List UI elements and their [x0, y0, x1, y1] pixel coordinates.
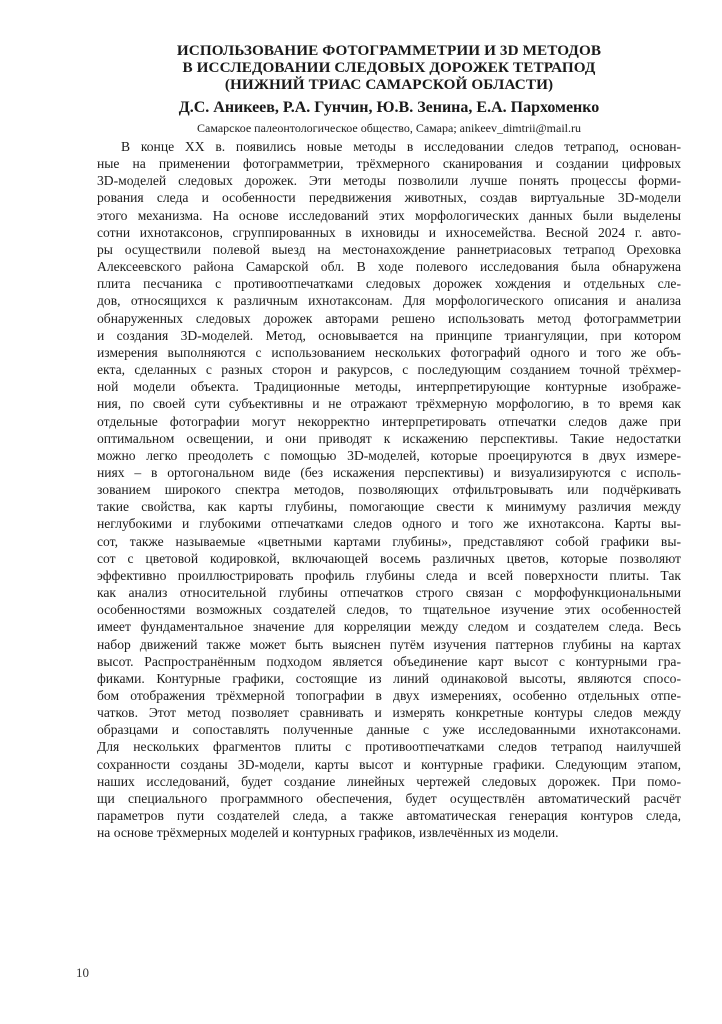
body-line: дов, относящихся к различным ихнотаксонам. Для морфологического описания и анализа: [97, 293, 681, 309]
body-line: чатков. Этот метод позволяет сравнивать и измерять конкретные контуры следов между: [97, 705, 681, 721]
body-line: имеет фундаментальное значение для корреляции между следом и создателем следа. Весь: [97, 619, 681, 635]
body-line: измерения выполняются с использованием нескольких фотографий одного и того же объ-: [97, 344, 681, 360]
body-line: особенностями возможных создателей следов, то тщательное изучение этих особенностей: [97, 602, 681, 618]
body-line: Алексеевского района Самарской обл. В ходе полевого исследования была обнаружена: [97, 259, 681, 275]
body-line: В конце XX в. появились новые методы в исследовании следов тетрапод, основан-: [121, 139, 681, 154]
authors: Д.С. Аникеев, Р.А. Гунчин, Ю.В. Зенина, Е.А. Пархоменко: [178, 99, 600, 116]
body-line: зованием широкого спектра методов, позволяющих отфильтровывать или подчёркивать: [97, 482, 681, 498]
body-line: сот с цветовой кодировкой, включающей восемь различных цветов, которые позволяют: [97, 550, 681, 566]
body-line: 3D-моделей следовых дорожек. Эти методы позволили лучше понять процессы форми-: [97, 173, 681, 189]
body-line: Для нескольких фрагментов плиты с противоотпечатками следов тетрапод наилучшей: [97, 739, 681, 755]
body-line: и создания 3D-моделей. Метод, основывается на принципе триангуляции, при котором: [97, 327, 681, 343]
title-line-1: ИСПОЛЬЗОВАНИЕ ФОТОГРАММЕТРИИ И 3D МЕТОДОВ: [176, 42, 602, 59]
body-line: ры осуществили полевой выезд на местонахождение раннетриасовых тетрапод Ореховка: [97, 241, 681, 257]
page-number: 10: [76, 965, 89, 980]
page-content: [97, 42, 681, 841]
body-line: ные на применении фотограмметрии, трёхмерного сканирования и создании цифровых: [97, 156, 681, 172]
body-line: образцами и сопоставлять полученные данные с уже исследованными ихнотаксонами.: [97, 722, 681, 738]
body-line: сотни ихнотаксонов, сгруппированных в ихновиды и ихносемейства. Весной 2024 г. авто-: [97, 224, 681, 240]
body-line: такие свойства, как карты глубины, помогающие свести к минимуму различия между: [97, 499, 681, 515]
body-line: ниях – в ортогональном виде (без искажения перспективы) и визуализируются с исполь-: [97, 464, 681, 480]
body-paragraph: [97, 138, 681, 841]
body-line: на основе трёхмерных моделей и контурных графиков, извлечённых из модели.: [97, 825, 559, 841]
body-line: щи специального программного обеспечения, будет осуществлён автоматический расчёт: [97, 790, 681, 806]
body-line: ния, по своей сути субъективны и не отражают трёхмерную морфологию, в то время как: [97, 396, 681, 412]
body-line: этого механизма. На основе исследований этих морфологических данных были выделены: [97, 207, 681, 223]
body-line: фиками. Контурные графики, состоящие из линий одинаковой высоты, являются спосо-: [97, 670, 681, 686]
body-line: екта, сделанных с разных сторон и ракурсов, с последующим созданием точной трёхмер-: [97, 362, 681, 378]
body-line: набор движений также может быть выяснен путём изучения паттернов глубины на картах: [97, 636, 681, 652]
body-line: сохранности созданы 3D-модели, карты высот и контурные графики. Следующим этапом,: [97, 756, 681, 772]
body-line: высот. Распространённым подходом является объединение карт высот с контурными гра-: [97, 653, 681, 669]
body-line: параметров пути создателей следа, а также автоматическая генерация контуров следа,: [97, 808, 681, 824]
body-line: бом отображения трёхмерной топографии в двух измерениях, особенно отдельных отпе-: [97, 688, 681, 703]
body-line: эффективно проиллюстрировать профиль глубины следа и всей поверхности плиты. Так: [97, 567, 681, 583]
body-line: неглубокими и глубокими отпечатками следов одного и того же ихнотаксона. Карты вы-: [97, 516, 681, 532]
body-line: ной модели объекта. Традиционные методы, интерпретирующие контурные изображе-: [97, 379, 681, 395]
body-line: наших исследований, будет создание линейных чертежей следовых дорожек. При помо-: [97, 773, 681, 789]
body-line: рования следа и особенности передвижения животных, создав виртуальные 3D-модели: [97, 190, 681, 206]
body-line: отдельные фотографии могут некорректно интерпретировать отпечатки следов даже при: [97, 413, 681, 429]
body-line: сот, также называемые «цветными картами глубины», представляют собой графики вы-: [97, 533, 681, 549]
affiliation: Самарское палеонтологическое общество, Самара; anikeev_dimtrii@mail.ru: [196, 121, 582, 135]
body-line: плита песчаника с противоотпечатками следовых дорожек хождения и отдельных сле-: [97, 276, 681, 292]
title-line-2: В ИССЛЕДОВАНИИ СЛЕДОВЫХ ДОРОЖЕК ТЕТРАПОД: [182, 59, 596, 76]
body-line: оптимальном освещении, и они приводят к искажению перспективы. Такие недостатки: [97, 430, 681, 446]
body-line: как анализ относительной глубины отпечатков строго связан с морфофункциональными: [97, 585, 681, 601]
body-line: обнаруженных следовых дорожек авторами решено использовать метод фотограмметрии: [97, 310, 681, 326]
article-title: [97, 42, 681, 93]
body-line: можно легко преодолеть с помощью 3D-моделей, которые проецируются в двух измере-: [97, 447, 681, 463]
title-line-3: (НИЖНИЙ ТРИАС САМАРСКОЙ ОБЛАСТИ): [224, 76, 554, 93]
